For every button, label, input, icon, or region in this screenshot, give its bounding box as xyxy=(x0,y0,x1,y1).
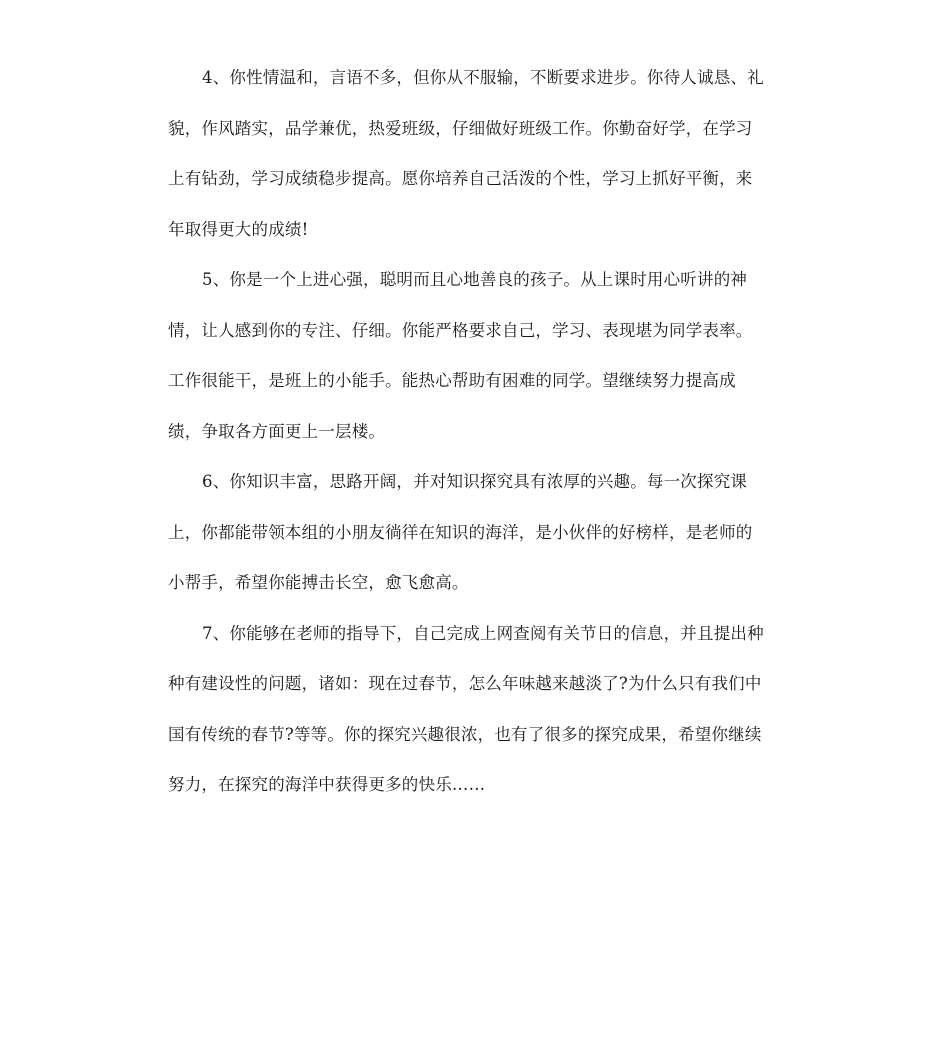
paragraph-line: 貌，作风踏实，品学兼优，热爱班级，仔细做好班级工作。你勤奋好学，在学习 xyxy=(168,118,753,138)
paragraph-4 xyxy=(168,58,783,260)
paragraph-line: 种有建设性的问题，诸如：现在过春节，怎么年味越来越淡了?为什么只有我们中 xyxy=(168,674,762,693)
paragraph-line: 努力，在探究的海洋中获得更多的快乐…… xyxy=(168,775,486,794)
paragraph-5 xyxy=(168,260,783,462)
paragraph-6 xyxy=(168,462,783,614)
paragraph-line: 情，让人感到你的专注、仔细。你能严格要求自己，学习、表现堪为同学表率。 xyxy=(168,320,753,340)
paragraph-line: 上，你都能带领本组的小朋友徜徉在知识的海洋，是小伙伴的好榜样，是老师的 xyxy=(168,522,753,542)
paragraph-line: 国有传统的春节?等等。你的探究兴趣很浓，也有了很多的探究成果，希望你继续 xyxy=(168,724,762,744)
paragraph-line: 4、你性情温和，言语不多，但你从不服输，不断要求进步。你待人诚恳、礼 xyxy=(202,68,764,87)
paragraph-line: 5、你是一个上进心强，聪明而且心地善良的孩子。从上课时用心听讲的神 xyxy=(202,270,748,289)
paragraph-line: 工作很能干，是班上的小能手。能热心帮助有困难的同学。望继续努力提高成 xyxy=(168,371,736,390)
paragraph-line: 小帮手，希望你能搏击长空，愈飞愈高。 xyxy=(168,573,469,592)
paragraph-line: 7、你能够在老师的指导下，自己完成上网查阅有关节日的信息，并且提出种 xyxy=(202,623,764,643)
paragraph-7 xyxy=(168,614,783,816)
paragraph-line: 6、你知识丰富，思路开阔，并对知识探究具有浓厚的兴趣。每一次探究课 xyxy=(202,472,748,491)
paragraph-line: 绩，争取各方面更上一层楼。 xyxy=(168,421,386,441)
document-page xyxy=(168,58,783,816)
paragraph-line: 上有钻劲，学习成绩稳步提高。愿你培养自己活泼的个性，学习上抓好平衡，来 xyxy=(168,169,753,188)
paragraph-line: 年取得更大的成绩! xyxy=(168,219,309,239)
